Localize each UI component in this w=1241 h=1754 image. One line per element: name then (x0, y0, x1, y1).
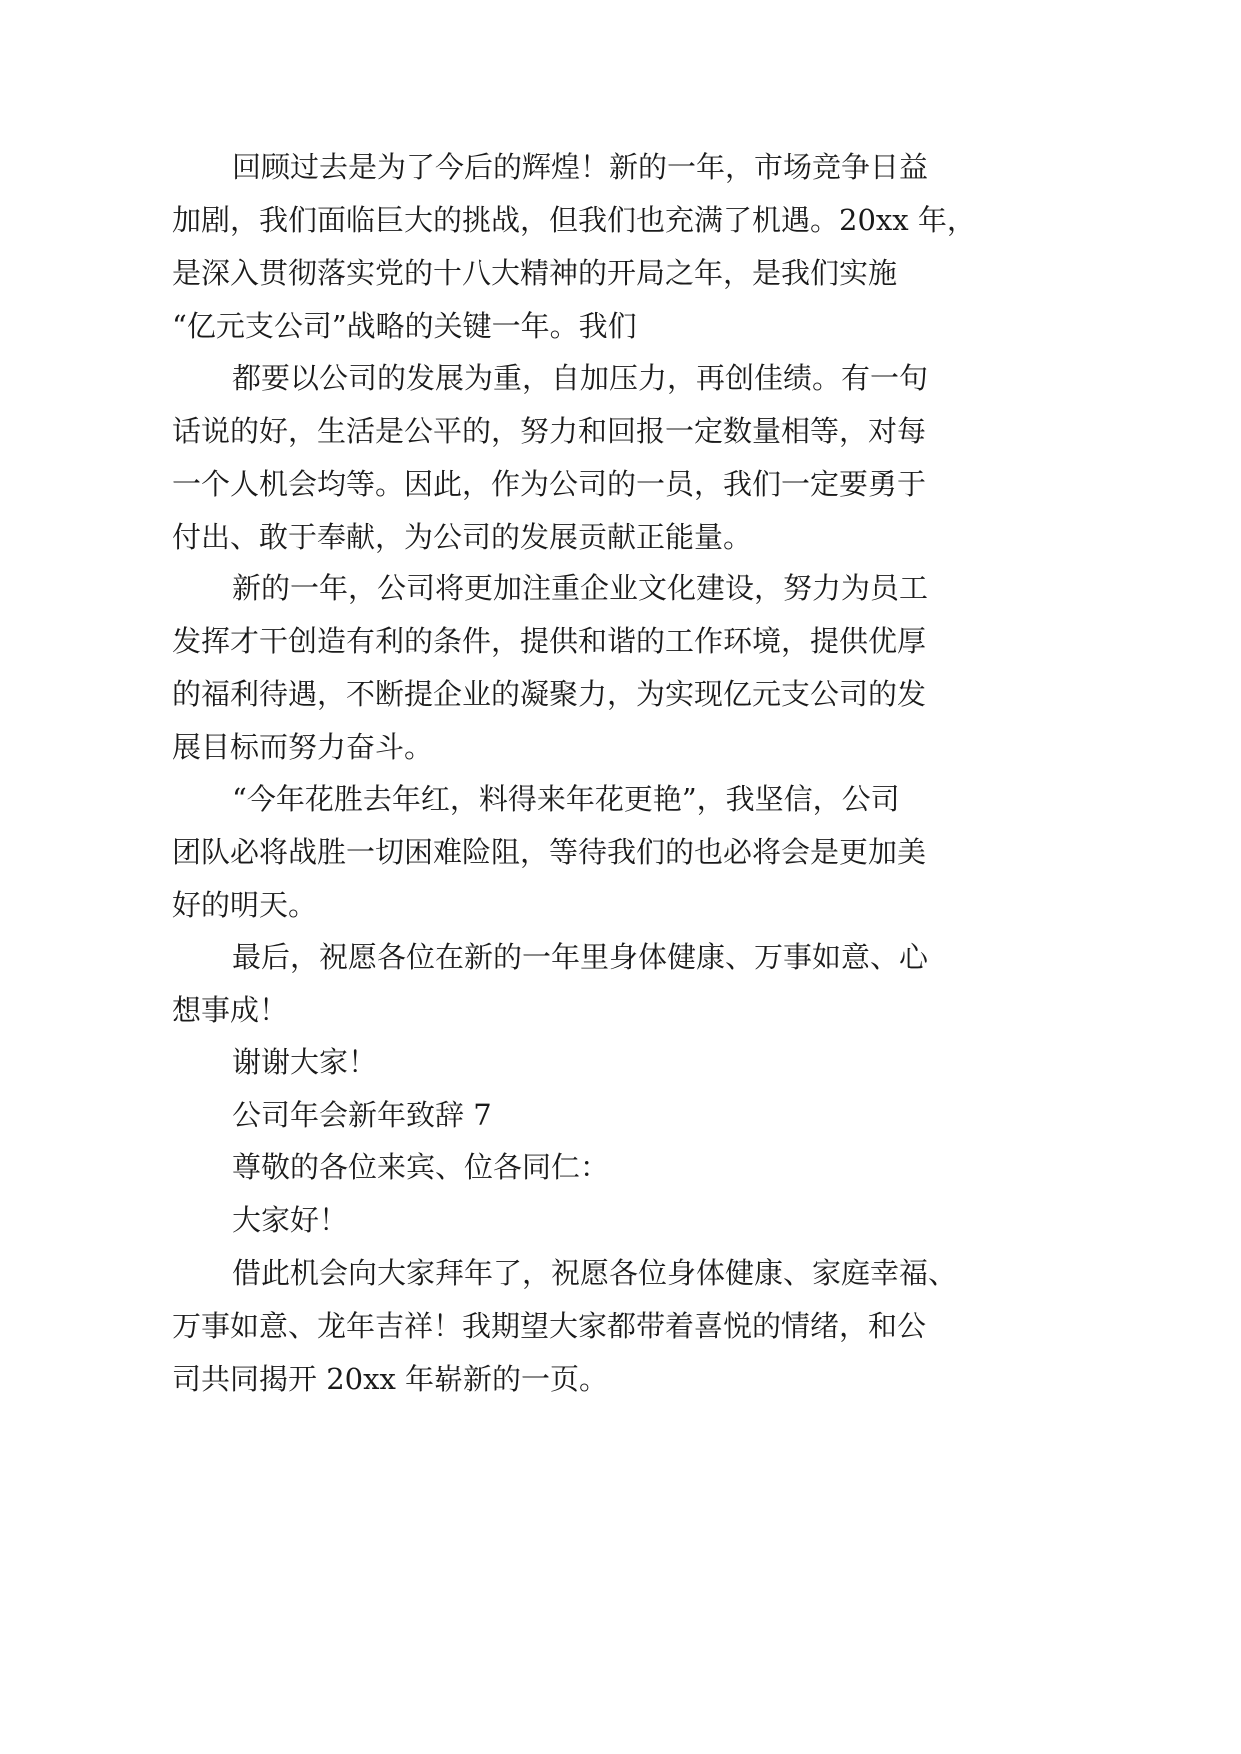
text-line: 的福利待遇，不断提企业的凝聚力，为实现亿元支公司的发 (172, 677, 927, 711)
text-line: 借此机会向大家拜年了，祝愿各位身体健康、家庭幸福、 (232, 1256, 958, 1290)
text-line: 付出、敢于奉献，为公司的发展贡献正能量。 (172, 520, 753, 554)
text-line: 加剧，我们面临巨大的挑战，但我们也充满了机遇。20xx 年， (172, 203, 976, 237)
text-line: 都要以公司的发展为重，自加压力，再创佳绩。有一句 (232, 361, 929, 395)
text-line: “亿元支公司”战略的关键一年。我们 (172, 309, 637, 343)
text-line: 一个人机会均等。因此，作为公司的一员，我们一定要勇于 (172, 467, 927, 501)
text-line: 是深入贯彻落实党的十八大精神的开局之年，是我们实施 (172, 256, 898, 290)
text-line: 最后，祝愿各位在新的一年里身体健康、万事如意、心 (232, 940, 929, 974)
text-line: 发挥才干创造有利的条件，提供和谐的工作环境，提供优厚 (172, 624, 927, 658)
text-line: 司共同揭开 20xx 年崭新的一页。 (172, 1362, 609, 1396)
salutation: 尊敬的各位来宾、位各同仁： (232, 1150, 610, 1184)
text-line: “今年花胜去年红，料得来年花更艳”，我坚信，公司 (232, 782, 900, 816)
text-line: 万事如意、龙年吉祥！我期望大家都带着喜悦的情绪，和公 (172, 1309, 927, 1343)
text-line: 想事成！ (172, 993, 289, 1027)
section-heading: 公司年会新年致辞 7 (232, 1098, 492, 1132)
text-line: 团队必将战胜一切困难险阻，等待我们的也必将会是更加美 (172, 835, 927, 869)
text-line: 新的一年，公司将更加注重企业文化建设，努力为员工 (232, 571, 929, 605)
closing-thanks: 谢谢大家！ (232, 1045, 378, 1079)
text-line: 好的明天。 (172, 888, 318, 922)
text-line: 回顾过去是为了今后的辉煌！新的一年，市场竞争日益 (232, 150, 929, 184)
text-line: 话说的好，生活是公平的，努力和回报一定数量相等，对每 (172, 414, 927, 448)
text-line: 展目标而努力奋斗。 (172, 730, 434, 764)
greeting: 大家好！ (232, 1203, 349, 1237)
